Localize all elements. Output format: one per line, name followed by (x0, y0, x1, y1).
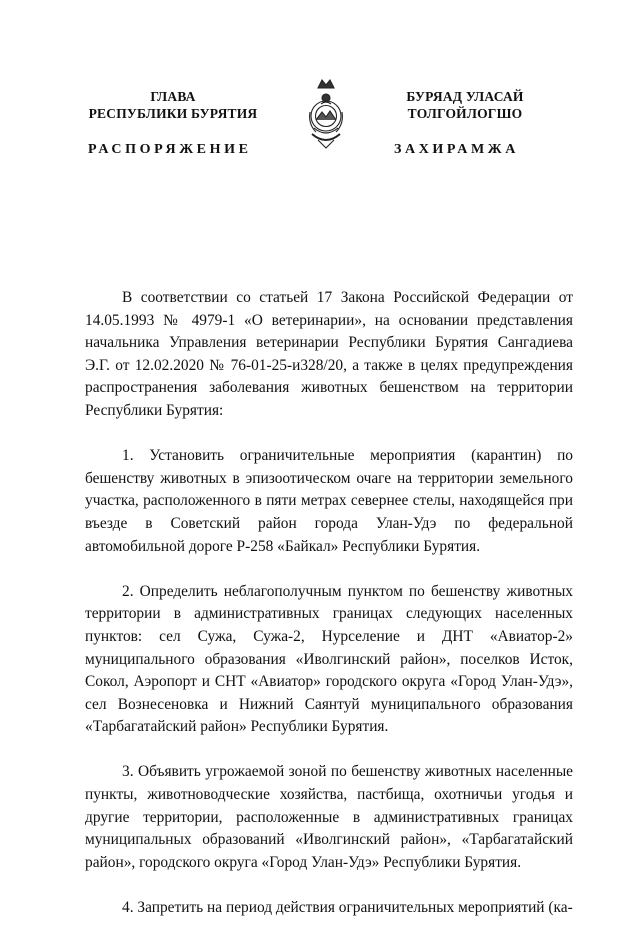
header-right-title: БУРЯАД УЛАСАЙ (406, 89, 524, 104)
intro-paragraph: В соответствии со статьей 17 Закона Российской Федерации от 14.05.1993 № 4979-1 «О ветеринарии», на основании представления начальника Управления ветеринарии Республики Бурятия Сангадиева Э.Г. от 12.02.2020 № 76-01-25-и328/20, а также в целях предупреждения распространения заболевания животных бешенством на территории Республики Бурятия: (85, 289, 573, 419)
paragraph-2: 2. Определить неблагополучным пунктом по бешенству животных территории в административных границах следующих населенных пунктов: сел Сужа, Сужа-2, Нурселение и ДНТ «Авиатор-2» муниципального образования «Иволгинский район», поселков Исток, Сокол, Аэропорт и СНТ «Авиатор» городского округа «Город Улан-Удэ», сел Вознесеновка и Нижний Саянтуй муниципального образования «Тарбагатайский район» Республики Бурятия. (85, 582, 573, 736)
paragraph-4: 4. Запретить на период действия ограничительных мероприятий (ка- (122, 899, 573, 917)
republic-buryatia-emblem-icon (300, 76, 352, 156)
paragraph-3: 3. Объявить угрожаемой зоной по бешенству животных населенные пункты, животноводческие хозяйства, пастбища, охотничьи угодья и другие территории, расположенные в административных границах муниципальных образований «Иволгинский район», «Тарбагатайский район», городского округа «Город Улан-Удэ» Республики Бурятия. (85, 763, 573, 871)
header-right-block (360, 88, 570, 122)
paragraph-1: 1. Установить ограничительные мероприятия (карантин) по бешенству животных в эпизоотическом очаге на территории земельного участка, расположенного в пяти метрах севернее стелы, находящейся при въезде в Советский район города Улан-Удэ по федеральной автомобильной дороге Р-258 «Байкал» Республики Бурятия. (85, 447, 573, 555)
decree-title-russian: РАСПОРЯЖЕНИЕ (88, 142, 252, 157)
header-left-block (68, 88, 278, 122)
decree-title-buryat: ЗАХИРАМЖА (394, 142, 519, 157)
header-left-title: ГЛАВА (150, 89, 196, 104)
document-body (85, 287, 573, 942)
header-left-subtitle: РЕСПУБЛИКИ БУРЯТИЯ (88, 106, 258, 121)
header-right-subtitle: ТОЛГОЙЛОГШО (407, 106, 523, 121)
